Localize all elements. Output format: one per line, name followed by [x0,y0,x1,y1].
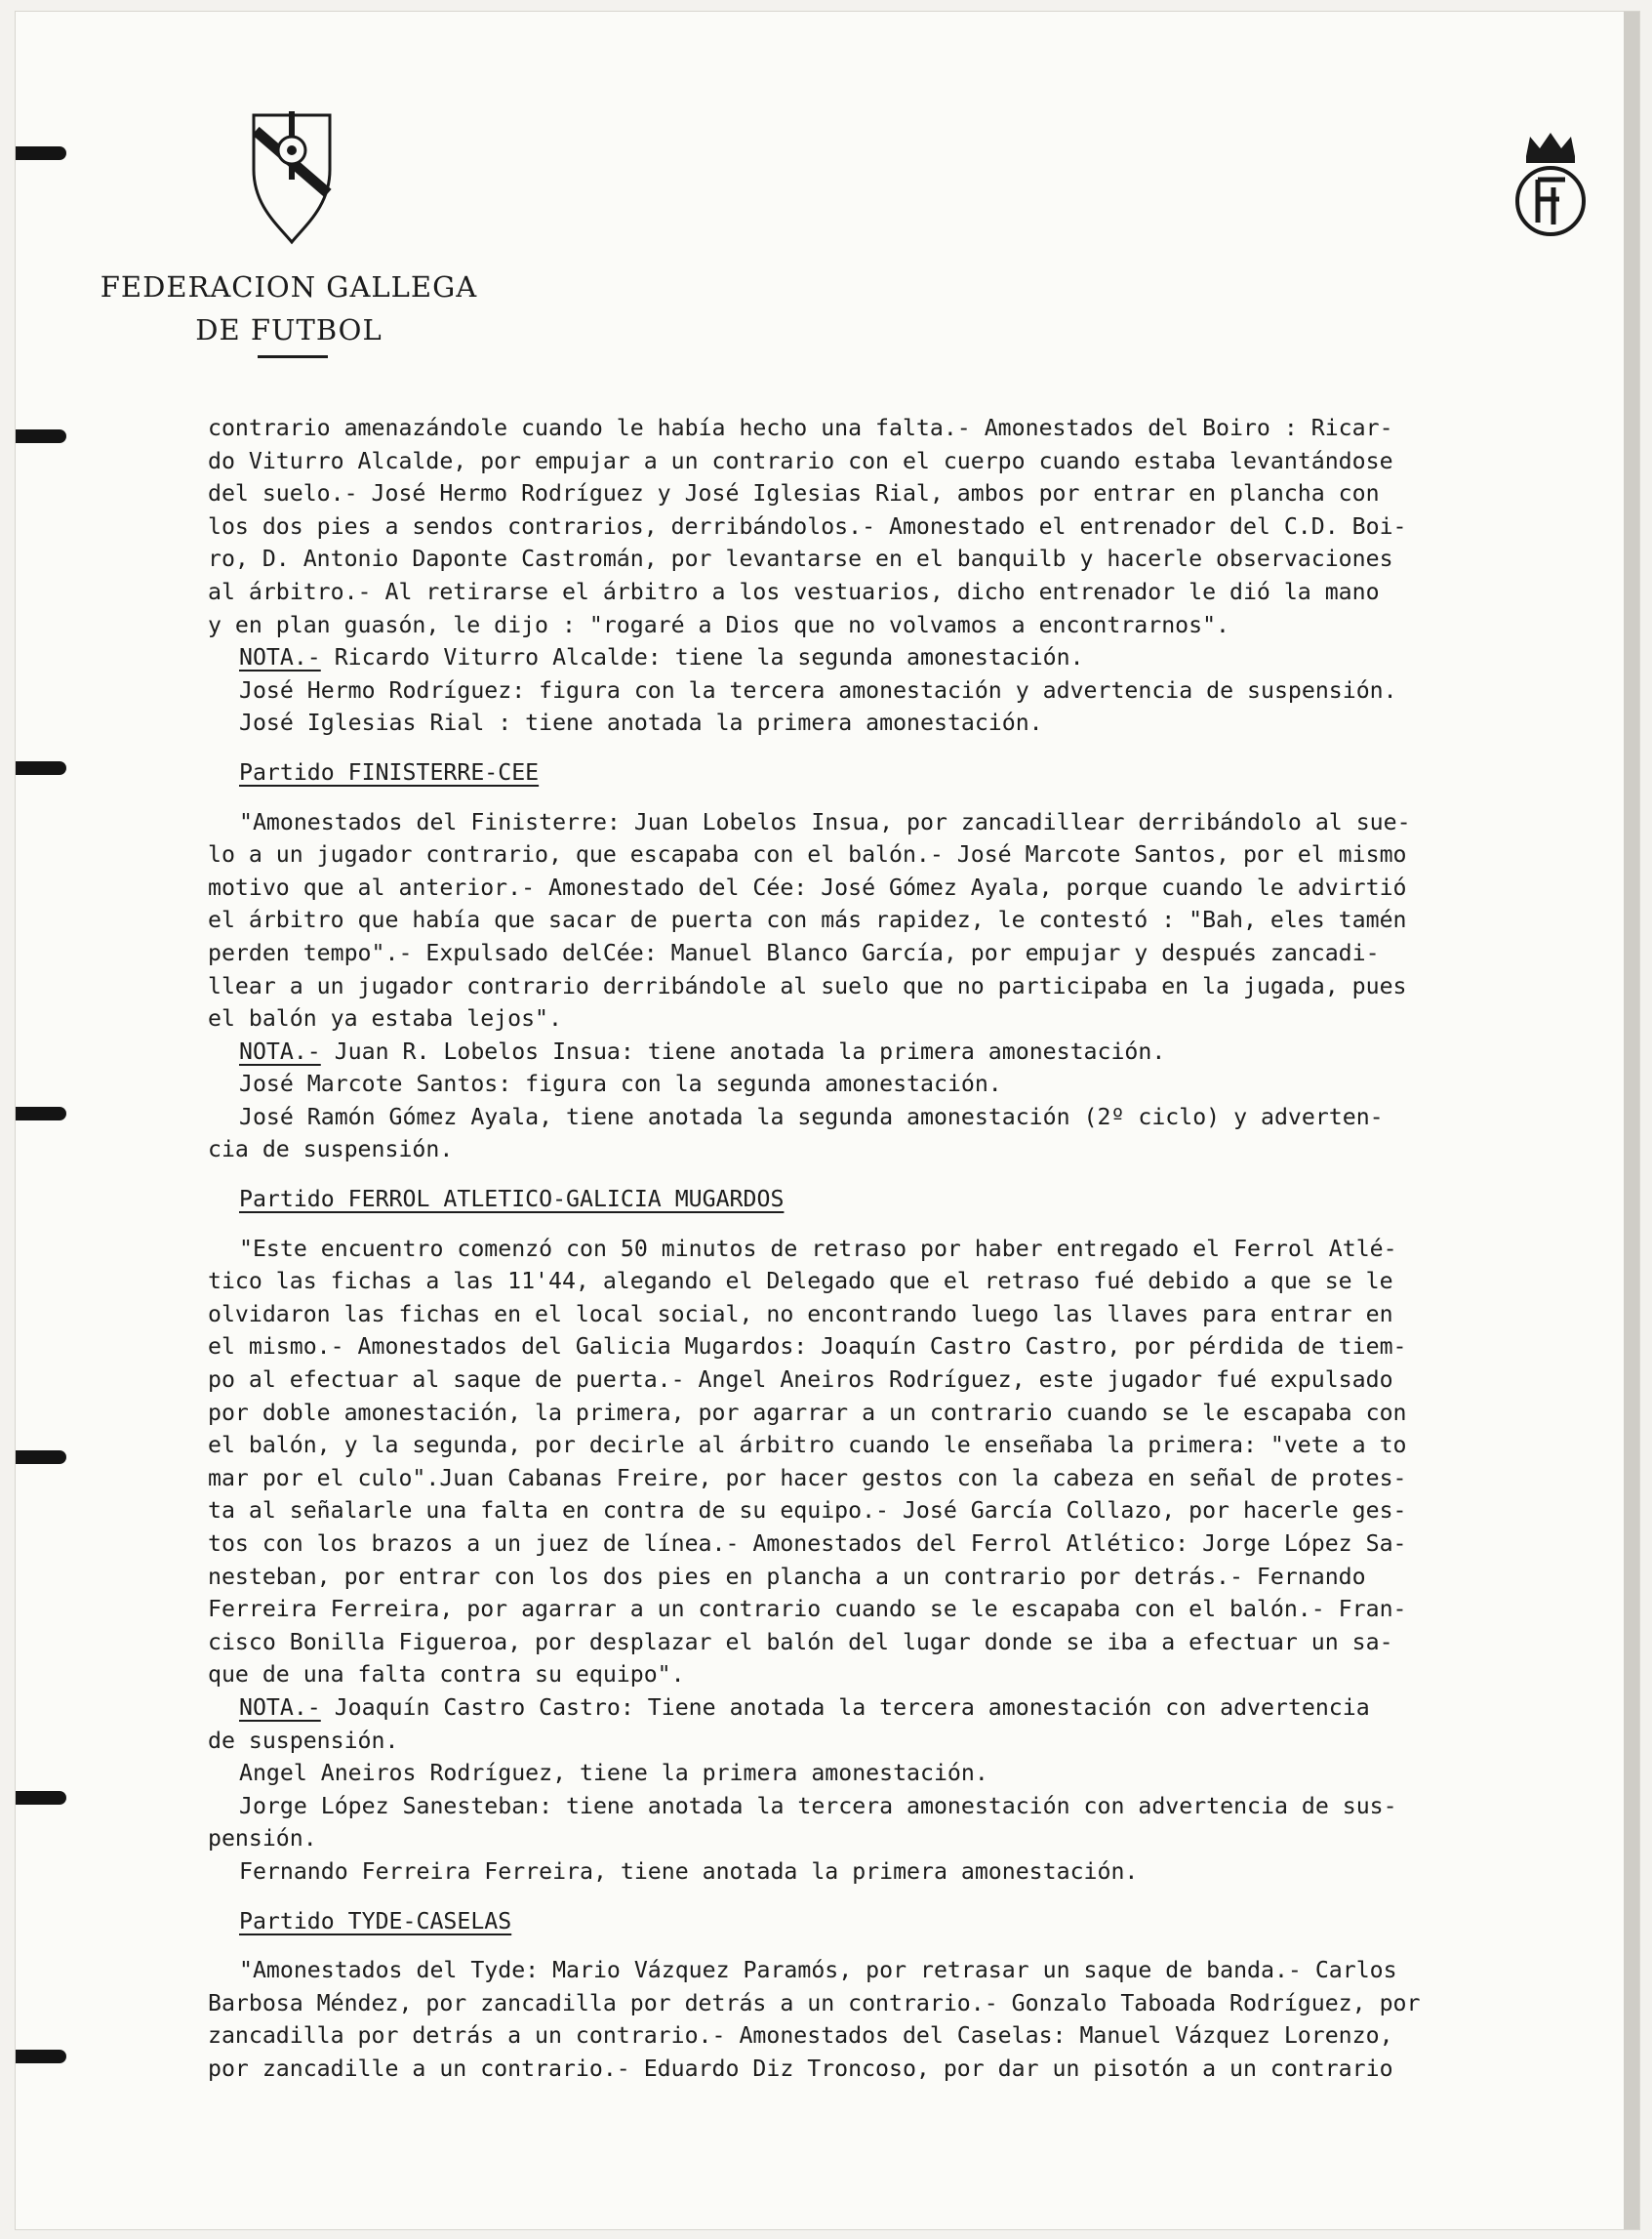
match-heading: Partido TYDE-CASELAS [239,1907,512,1934]
match-heading: Partido FINISTERRE-CEE [239,758,540,786]
text-line: contrario amenazándole cuando le había hecho una falta.- Amonestados del Boiro : Ricar- [208,415,1393,441]
text-line: los dos pies a sendos contrarios, derribándolos.- Amonestado el entrenador del C.D. Boi- [208,512,1407,540]
federation-name-line1: FEDERACION GALLEGA [100,270,478,304]
binder-clip [16,1791,66,1805]
document-page [16,12,1639,2229]
text-line: por doble amonestación, la primera, por agarrar a un contrario cuando se le escapaba con [208,1399,1407,1426]
nota-line: Jorge López Sanesteban: tiene anotada la tercera amonestación con advertencia de sus- [239,1792,1397,1819]
text-line: po al efectuar al saque de puerta.- Angel Aneiros Rodríguez, este jugador fué expulsado [208,1366,1393,1394]
nota-line [208,1691,1623,1725]
binder-clip [16,146,66,160]
federation-name [84,265,494,351]
text-line: del suelo.- José Hermo Rodríguez y José Iglesias Rial, ambos por entrar en plancha con [208,480,1380,508]
text-line: el mismo.- Amonestados del Galicia Mugardos: Joaquín Castro Castro, por pérdida de tiem- [208,1333,1407,1361]
text-line: por zancadille a un contrario.- Eduardo Diz Troncoso, por dar un pisotón a un contrario [208,2055,1393,2082]
header-divider [258,355,328,358]
text-line: "Este encuentro comenzó con 50 minutos de retraso por haber entregado el Ferrol Atlé- [239,1235,1397,1262]
text-line: perden tempo".- Expulsado delCée: Manuel Blanco García, por empujar y después zancadi- [208,939,1380,966]
binder-clip [16,2050,66,2063]
text-line: "Amonestados del Tyde: Mario Vázquez Paramós, por retrasar un saque de banda.- Carlos [239,1957,1397,1984]
binder-clip [16,1450,66,1464]
text-line: ta al señalarle una falta en contra de su equipo.- José García Collazo, por hacerle ges- [208,1497,1407,1525]
text-line: olvidaron las fichas en el local social, no encontrando luego las llaves para entrar en [208,1300,1393,1327]
nota-line: cia de suspensión. [208,1136,454,1163]
text-line: mar por el culo".Juan Cabanas Freire, por hacer gestos con la cabeza en señal de protes- [208,1464,1407,1491]
binder-clip [16,1107,66,1120]
text-line: do Viturro Alcalde, por empujar a un contrario con el cuerpo cuando estaba levantándose [208,447,1393,474]
nota-label: NOTA.- [239,1693,321,1721]
nota-line: pensión. [208,1825,317,1852]
nota-text: Juan R. Lobelos Insua: tiene anotada la primera amonestación. [320,1038,1166,1065]
text-line: lo a un jugador contrario, que escapaba con el balón.- José Marcote Santos, por el mismo [208,841,1407,869]
text-line: tico las fichas a las 11'44, alegando el Delegado que el retraso fué debido a que se le [208,1268,1393,1295]
binder-clip [16,761,66,775]
text-line: Ferreira Ferreira, por agarrar a un contrario cuando se le escapaba con el balón.- Fran- [208,1596,1407,1623]
text-line: el balón ya estaba lejos". [208,1005,562,1033]
text-line: que de una falta contra su equipo". [208,1661,685,1689]
nota-text: Joaquín Castro Castro: Tiene anotada la tercera amonestación con advertencia [320,1693,1370,1721]
match-heading: Partido FERROL ATLETICO-GALICIA MUGARDOS [239,1186,785,1213]
binder-clip [16,429,66,443]
text-line: llear a un jugador contrario derribándole al suelo que no participaba en la jugada, pues [208,972,1407,999]
text-line: el árbitro que había que sacar de puerta con más rapidez, le contestó : "Bah, eles tamén [208,907,1407,934]
text-line: zancadilla por detrás a un contrario.- Amonestados del Caselas: Manuel Vázquez Lorenzo, [208,2022,1393,2050]
crowned-crest-icon [1509,127,1592,240]
nota-line: Angel Aneiros Rodríguez, tiene la primera amonestación. [239,1760,988,1787]
text-line: al árbitro.- Al retirarse el árbitro a los vestuarios, dicho entrenador le dió la mano [208,578,1380,605]
document-body [208,412,1623,2086]
nota-line: José Iglesias Rial : tiene anotada la primera amonestación. [239,710,1043,737]
nota-line: José Marcote Santos: figura con la segunda amonestación. [239,1071,1002,1098]
nota-line: José Ramón Gómez Ayala, tiene anotada la segunda amonestación (2º ciclo) y adverten- [239,1103,1384,1130]
shield-emblem-icon [248,109,336,246]
text-line: ro, D. Antonio Daponte Castromán, por levantarse en el banquilb y hacerle observaciones [208,546,1393,573]
text-line: el balón, y la segunda, por decirle al árbitro cuando le enseñaba la primera: "vete a to [208,1432,1407,1459]
nota-text: Ricardo Viturro Alcalde: tiene la segunda amonestación. [320,644,1084,672]
nota-label: NOTA.- [239,1038,321,1065]
nota-line: de suspensión. [208,1727,399,1754]
nota-line: José Hermo Rodríguez: figura con la tercera amonestación y advertencia de suspensión. [239,676,1397,704]
text-line: "Amonestados del Finisterre: Juan Lobelos Insua, por zancadillear derribándolo al sue- [239,808,1411,835]
page-edge [1624,12,1639,2229]
federation-name-line2: DE FUTBOL [195,313,383,346]
text-line: cisco Bonilla Figueroa, por desplazar el balón del lugar donde se iba a efectuar un sa- [208,1628,1393,1655]
nota-line [208,1036,1623,1069]
text-line: motivo que al anterior.- Amonestado del Cée: José Gómez Ayala, porque cuando le advirtió [208,874,1407,901]
text-line: y en plan guasón, le dijo : "rogaré a Dios que no volvamos a encontrarnos". [208,611,1230,638]
nota-line [208,641,1623,674]
text-line: tos con los brazos a un juez de línea.- Amonestados del Ferrol Atlético: Jorge López Sa- [208,1530,1407,1557]
nota-label: NOTA.- [239,644,321,672]
text-line: nesteban, por entrar con los dos pies en plancha a un contrario por detrás.- Fernando [208,1563,1366,1590]
text-line: Barbosa Méndez, por zancadilla por detrás a un contrario.- Gonzalo Taboada Rodríguez, por [208,1989,1421,2016]
nota-line: Fernando Ferreira Ferreira, tiene anotada la primera amonestación. [239,1857,1139,1885]
